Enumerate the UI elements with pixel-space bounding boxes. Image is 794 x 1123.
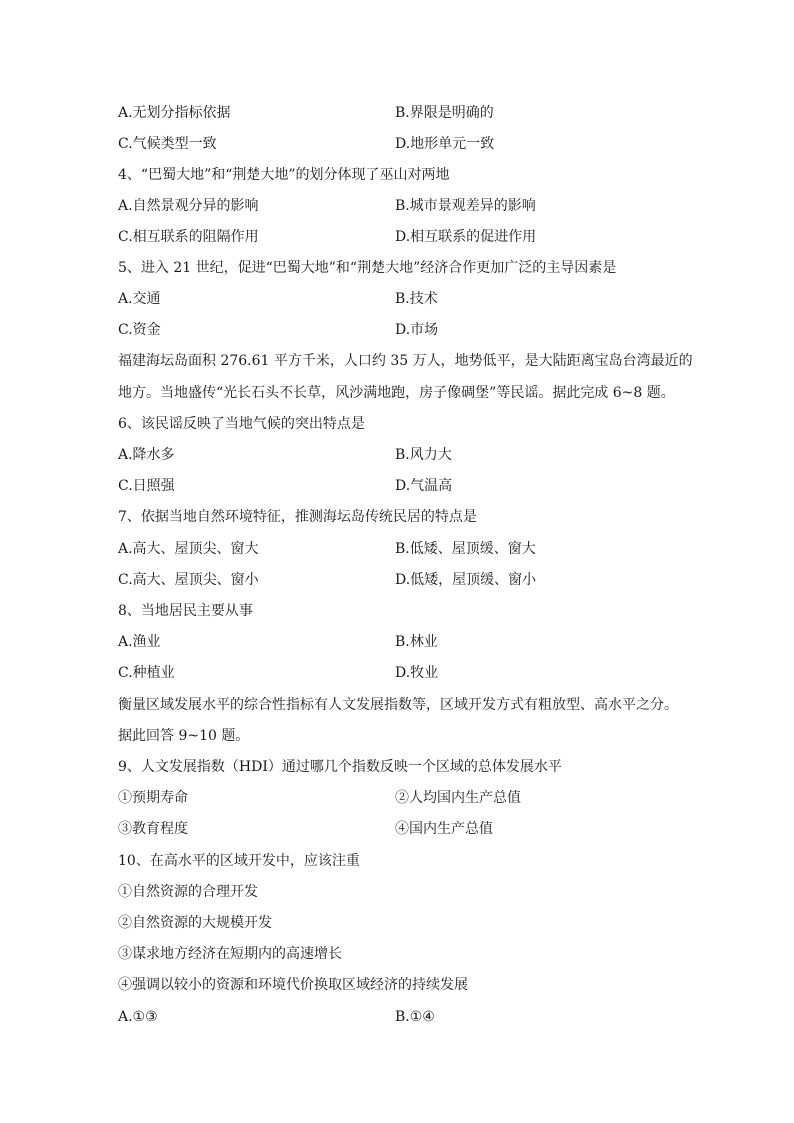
q10-option-b: B.①④ xyxy=(395,1009,435,1025)
q10-item-1: ①自然资源的合理开发 xyxy=(118,884,258,900)
q3-option-c: C.气候类型一致 xyxy=(118,136,217,152)
q10-item-3: ③谋求地方经济在短期内的高速增长 xyxy=(118,946,342,962)
q9-item-2: ②人均国内生产总值 xyxy=(395,790,521,806)
q5-stem: 5、进入 21 世纪，促进“巴蜀大地”和“荆楚大地”经济合作更加广泛的主导因素是 xyxy=(118,260,617,276)
q8-option-a: A.渔业 xyxy=(118,634,161,650)
q4-option-a: A.自然景观分异的影响 xyxy=(118,198,259,214)
q6-option-d: D.气温高 xyxy=(395,478,453,494)
q3-option-b: B.界限是明确的 xyxy=(395,105,494,121)
passage1-line1: 福建海坛岛面积 276.61 平方千米，人口约 35 万人，地势低平，是大陆距离宝岛台湾最近的 xyxy=(118,353,693,369)
q4-option-c: C.相互联系的阻隔作用 xyxy=(118,229,259,245)
q8-option-b: B.林业 xyxy=(395,634,438,650)
passage2-line1: 衡量区域发展水平的综合性指标有人文发展指数等，区域开发方式有粗放型、高水平之分。 xyxy=(118,697,678,713)
q8-option-d: D.牧业 xyxy=(395,665,439,681)
q10-item-4: ④强调以较小的资源和环境代价换取区域经济的持续发展 xyxy=(118,977,468,993)
q7-option-d: D.低矮，屋顶缓、窗小 xyxy=(395,572,537,588)
q10-stem: 10、在高水平的区域开发中，应该注重 xyxy=(118,853,360,869)
q7-option-a: A.高大、屋顶尖、窗大 xyxy=(118,541,259,557)
q3-option-a: A.无划分指标依据 xyxy=(118,105,231,121)
q7-option-b: B.低矮、屋顶缓、窗大 xyxy=(395,541,536,557)
q10-item-2: ②自然资源的大规模开发 xyxy=(118,915,272,931)
q6-stem: 6、该民谣反映了当地气候的突出特点是 xyxy=(118,416,365,432)
q5-option-d: D.市场 xyxy=(395,322,439,338)
q8-option-c: C.种植业 xyxy=(118,665,175,681)
q5-option-c: C.资金 xyxy=(118,322,161,338)
q5-option-b: B.技术 xyxy=(395,291,438,307)
q8-stem: 8、当地居民主要从事 xyxy=(118,603,253,619)
q4-option-d: D.相互联系的促进作用 xyxy=(395,229,537,245)
q9-item-3: ③教育程度 xyxy=(118,821,188,837)
q4-option-b: B.城市景观差异的影响 xyxy=(395,198,536,214)
q7-option-c: C.高大、屋顶尖、窗小 xyxy=(118,572,259,588)
q9-item-1: ①预期寿命 xyxy=(118,790,188,806)
q9-item-4: ④国内生产总值 xyxy=(395,821,493,837)
passage2-line2: 据此回答 9~10 题。 xyxy=(118,728,250,744)
q9-stem: 9、人文发展指数（HDI）通过哪几个指数反映一个区域的总体发展水平 xyxy=(118,759,562,775)
q6-option-c: C.日照强 xyxy=(118,478,175,494)
passage1-line2: 地方。当地盛传“光长石头不长草，风沙满地跑，房子像碉堡”等民谣。据此完成 6~8 题。 xyxy=(118,385,675,401)
q7-stem: 7、依据当地自然环境特征，推测海坛岛传统民居的特点是 xyxy=(118,509,477,525)
q6-option-b: B.风力大 xyxy=(395,447,452,463)
q6-option-a: A.降水多 xyxy=(118,447,175,463)
q3-option-d: D.地形单元一致 xyxy=(395,136,495,152)
q10-option-a: A.①③ xyxy=(118,1009,158,1025)
q5-option-a: A.交通 xyxy=(118,291,161,307)
q4-stem: 4、“巴蜀大地”和“荆楚大地”的划分体现了巫山对两地 xyxy=(118,167,450,183)
